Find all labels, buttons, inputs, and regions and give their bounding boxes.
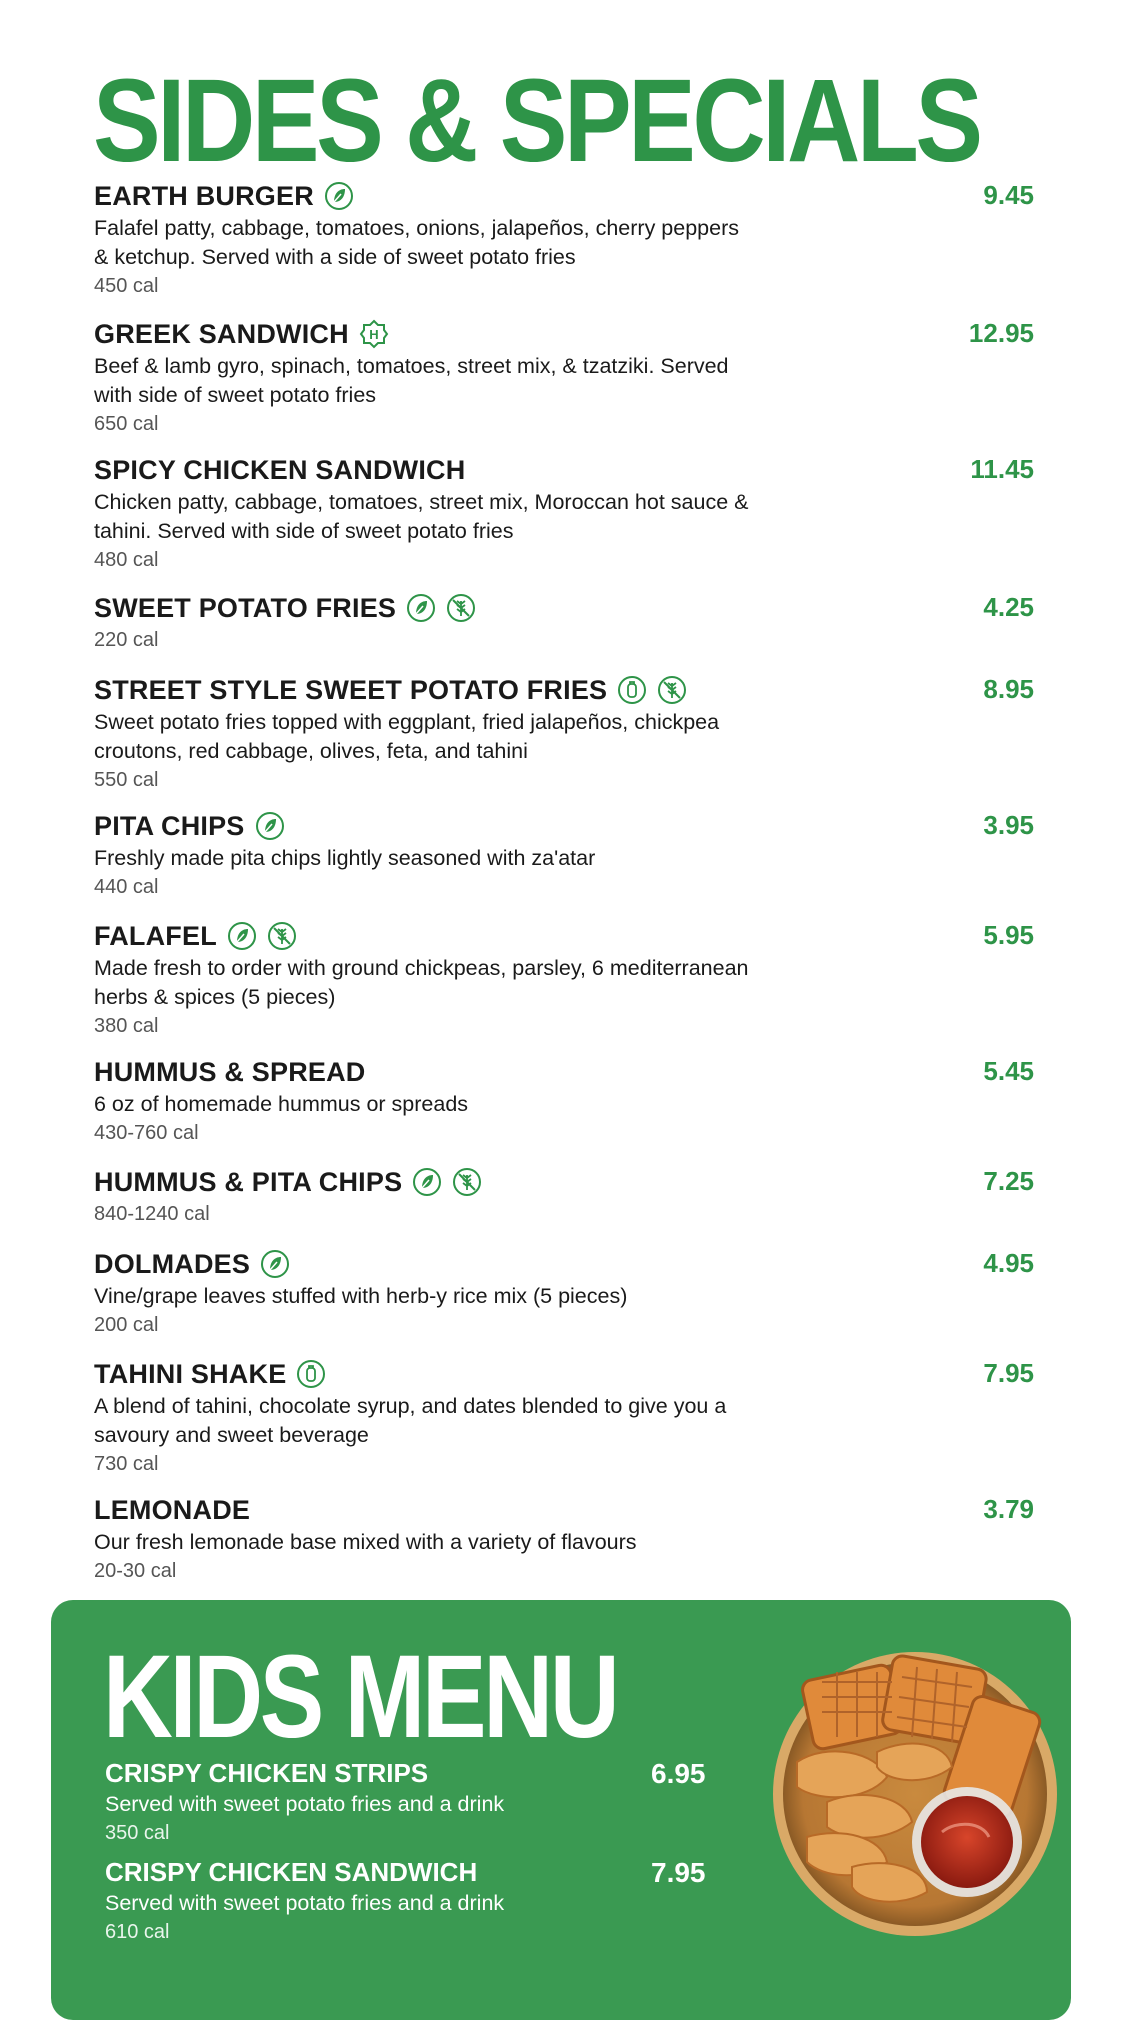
item-name: GREEK SANDWICH	[94, 318, 349, 349]
kids-item-calories: 610 cal	[105, 1921, 170, 1943]
gluten-free-icon	[446, 593, 476, 623]
item-description: Made fresh to order with ground chickpeas, parsley, 6 mediterranean herbs & spices (5 pieces)	[94, 956, 749, 1009]
item-description: Our fresh lemonade base mixed with a variety of flavours	[94, 1530, 637, 1554]
item-calories: 450 cal	[94, 275, 159, 297]
item-price: 11.45	[970, 454, 1034, 484]
item-name: FALAFEL	[94, 920, 217, 951]
kids-item-name: CRISPY CHICKEN SANDWICH	[105, 1857, 478, 1887]
item-price: 8.95	[983, 674, 1034, 704]
item-name: LEMONADE	[94, 1494, 251, 1525]
item-description: Beef & lamb gyro, spinach, tomatoes, street mix, & tzatziki. Served with side of sweet potato fries	[94, 354, 729, 407]
vegan-leaf-icon	[412, 1167, 442, 1197]
item-calories: 20-30 cal	[94, 1560, 177, 1582]
item-price: 5.45	[983, 1056, 1034, 1086]
menu-item	[94, 178, 1034, 300]
item-name: HUMMUS & PITA CHIPS	[94, 1166, 403, 1197]
kids-menu-item	[105, 1855, 665, 1946]
item-name: TAHINI SHAKE	[94, 1358, 287, 1389]
vegan-leaf-icon	[227, 921, 257, 951]
item-calories: 650 cal	[94, 413, 159, 435]
item-calories: 730 cal	[94, 1453, 159, 1475]
item-price: 5.95	[983, 920, 1034, 950]
item-name: SWEET POTATO FRIES	[94, 592, 397, 623]
gluten-free-icon	[452, 1167, 482, 1197]
menu-item	[94, 590, 1034, 654]
menu-item	[94, 1164, 1034, 1228]
item-calories: 550 cal	[94, 769, 159, 791]
kids-menu-panel	[51, 1600, 1071, 2020]
menu-item	[94, 1054, 1034, 1147]
menu-item	[94, 1246, 1034, 1339]
item-price: 4.95	[983, 1248, 1034, 1278]
kids-menu-item	[105, 1756, 665, 1847]
item-description: Chicken patty, cabbage, tomatoes, street mix, Moroccan hot sauce & tahini. Served with side of sweet potato fries	[94, 490, 749, 543]
menu-item	[94, 672, 1034, 794]
item-calories: 380 cal	[94, 1015, 159, 1037]
vegan-leaf-icon	[255, 811, 285, 841]
item-description: A blend of tahini, chocolate syrup, and dates blended to give you a savoury and sweet beverage	[94, 1394, 727, 1447]
vegan-leaf-icon	[260, 1249, 290, 1279]
vegetarian-icon	[296, 1359, 326, 1389]
item-calories: 840-1240 cal	[94, 1203, 210, 1225]
menu-item	[94, 316, 1034, 438]
vegan-leaf-icon	[324, 181, 354, 211]
item-name: EARTH BURGER	[94, 180, 314, 211]
menu-item	[94, 918, 1034, 1040]
item-calories: 480 cal	[94, 549, 159, 571]
chicken-strips-fries-bowl-image	[767, 1642, 1067, 1942]
halal-icon	[359, 319, 389, 349]
menu-item	[94, 1356, 1034, 1478]
gluten-free-icon	[267, 921, 297, 951]
item-description: Falafel patty, cabbage, tomatoes, onions, jalapeños, cherry peppers & ketchup. Served with a side of sweet potato fries	[94, 216, 739, 269]
item-name: STREET STYLE SWEET POTATO FRIES	[94, 674, 608, 705]
item-calories: 220 cal	[94, 629, 159, 651]
menu-item	[94, 808, 1034, 901]
item-description: Vine/grape leaves stuffed with herb-y rice mix (5 pieces)	[94, 1284, 628, 1308]
kids-item-price: 7.95	[651, 1857, 706, 1888]
item-description: Freshly made pita chips lightly seasoned with za'atar	[94, 846, 596, 870]
item-name: SPICY CHICKEN SANDWICH	[94, 454, 466, 485]
item-price: 12.95	[968, 318, 1034, 348]
item-price: 7.95	[983, 1358, 1034, 1388]
vegan-leaf-icon	[406, 593, 436, 623]
item-price: 7.25	[983, 1166, 1034, 1196]
item-name: HUMMUS & SPREAD	[94, 1056, 366, 1087]
kids-item-name: CRISPY CHICKEN STRIPS	[105, 1758, 429, 1788]
menu-item	[94, 452, 1034, 574]
menu-item	[94, 1492, 1034, 1585]
item-price: 3.79	[983, 1494, 1034, 1524]
item-price: 9.45	[983, 180, 1034, 210]
vegetarian-icon	[617, 675, 647, 705]
item-price: 3.95	[983, 810, 1034, 840]
item-calories: 440 cal	[94, 876, 159, 898]
item-calories: 430-760 cal	[94, 1122, 199, 1144]
item-calories: 200 cal	[94, 1314, 159, 1336]
item-price: 4.25	[983, 592, 1034, 622]
kids-menu-title: KIDS MENU	[103, 1631, 617, 1763]
kids-item-description: Served with sweet potato fries and a drink	[105, 1792, 505, 1816]
svg-text:H: H	[369, 327, 379, 342]
item-name: DOLMADES	[94, 1248, 251, 1279]
page-title: SIDES & SPECIALS	[93, 55, 980, 187]
item-description: Sweet potato fries topped with eggplant, fried jalapeños, chickpea croutons, red cabbage, olives, feta, and tahini	[94, 710, 720, 763]
kids-item-description: Served with sweet potato fries and a drink	[105, 1891, 505, 1915]
kids-item-price: 6.95	[651, 1758, 706, 1789]
kids-item-calories: 350 cal	[105, 1822, 170, 1844]
item-description: 6 oz of homemade hummus or spreads	[94, 1092, 469, 1116]
item-name: PITA CHIPS	[94, 810, 245, 841]
gluten-free-icon	[657, 675, 687, 705]
